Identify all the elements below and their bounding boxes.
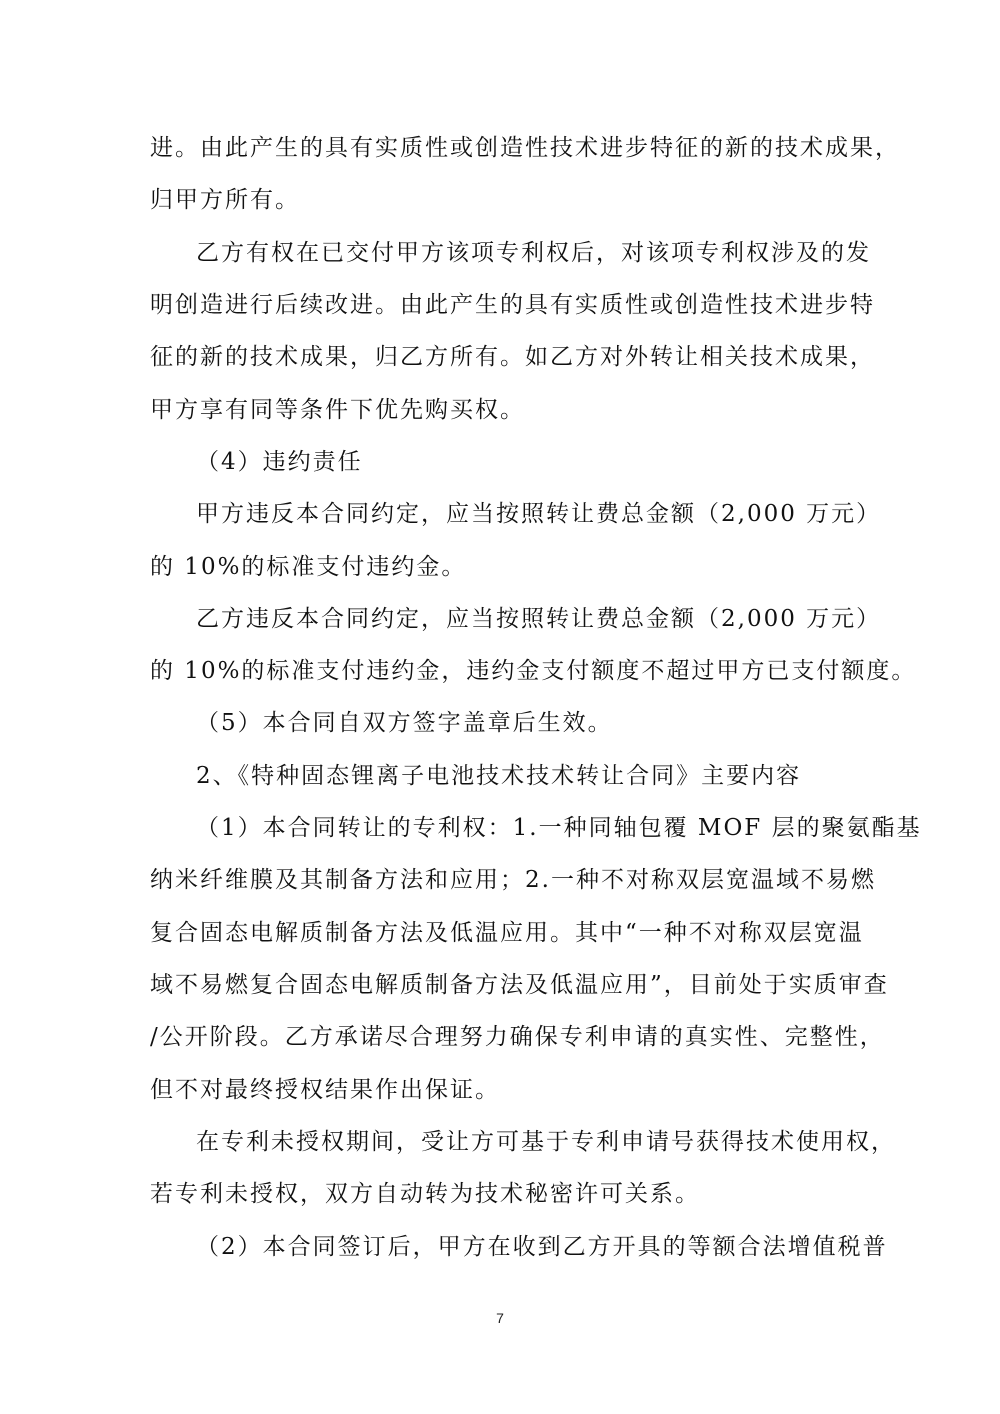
text-line: 明创造进行后续改进。由此产生的具有实质性或创造性技术进步特 bbox=[150, 292, 875, 318]
text-line: 甲方违反本合同约定，应当按照转让费总金额（2,000 万元） bbox=[196, 501, 882, 527]
text-line: 的 10%的标准支付违约金。 bbox=[150, 554, 467, 580]
text-line: 的 10%的标准支付违约金，违约金支付额度不超过甲方已支付额度。 bbox=[150, 658, 917, 684]
page-number: 7 bbox=[496, 1310, 504, 1326]
text-line: 在专利未授权期间，受让方可基于专利申请号获得技术使用权， bbox=[196, 1129, 896, 1155]
text-line: /公开阶段。乙方承诺尽合理努力确保专利申请的真实性、完整性， bbox=[150, 1024, 885, 1050]
text-line: 域不易燃复合固态电解质制备方法及低温应用”，目前处于实质审查 bbox=[150, 972, 889, 998]
text-line: 但不对最终授权结果作出保证。 bbox=[150, 1077, 500, 1103]
section-heading: （5）本合同自双方签字盖章后生效。 bbox=[196, 710, 613, 736]
text-line: 若专利未授权，双方自动转为技术秘密许可关系。 bbox=[150, 1181, 700, 1207]
section-heading: 2、《特种固态锂离子电池技术技术转让合同》主要内容 bbox=[196, 763, 802, 789]
text-line: 复合固态电解质制备方法及低温应用。其中“一种不对称双层宽温 bbox=[150, 920, 864, 946]
text-line: （2）本合同签订后，甲方在收到乙方开具的等额合法增值税普 bbox=[196, 1234, 888, 1260]
text-line: 乙方有权在已交付甲方该项专利权后，对该项专利权涉及的发 bbox=[196, 240, 871, 266]
section-heading: （4）违约责任 bbox=[196, 449, 363, 475]
text-line: 征的新的技术成果，归乙方所有。如乙方对外转让相关技术成果， bbox=[150, 344, 875, 370]
text-line: 纳米纤维膜及其制备方法和应用；2.一种不对称双层宽温域不易燃 bbox=[150, 867, 876, 893]
text-line: 甲方享有同等条件下优先购买权。 bbox=[150, 397, 525, 423]
text-line: 乙方违反本合同约定，应当按照转让费总金额（2,000 万元） bbox=[196, 606, 882, 632]
text-line: （1）本合同转让的专利权：1.一种同轴包覆 MOF 层的聚氨酯基 bbox=[196, 815, 922, 841]
text-line: 归甲方所有。 bbox=[150, 187, 300, 213]
text-line: 进。由此产生的具有实质性或创造性技术进步特征的新的技术成果， bbox=[150, 135, 900, 161]
